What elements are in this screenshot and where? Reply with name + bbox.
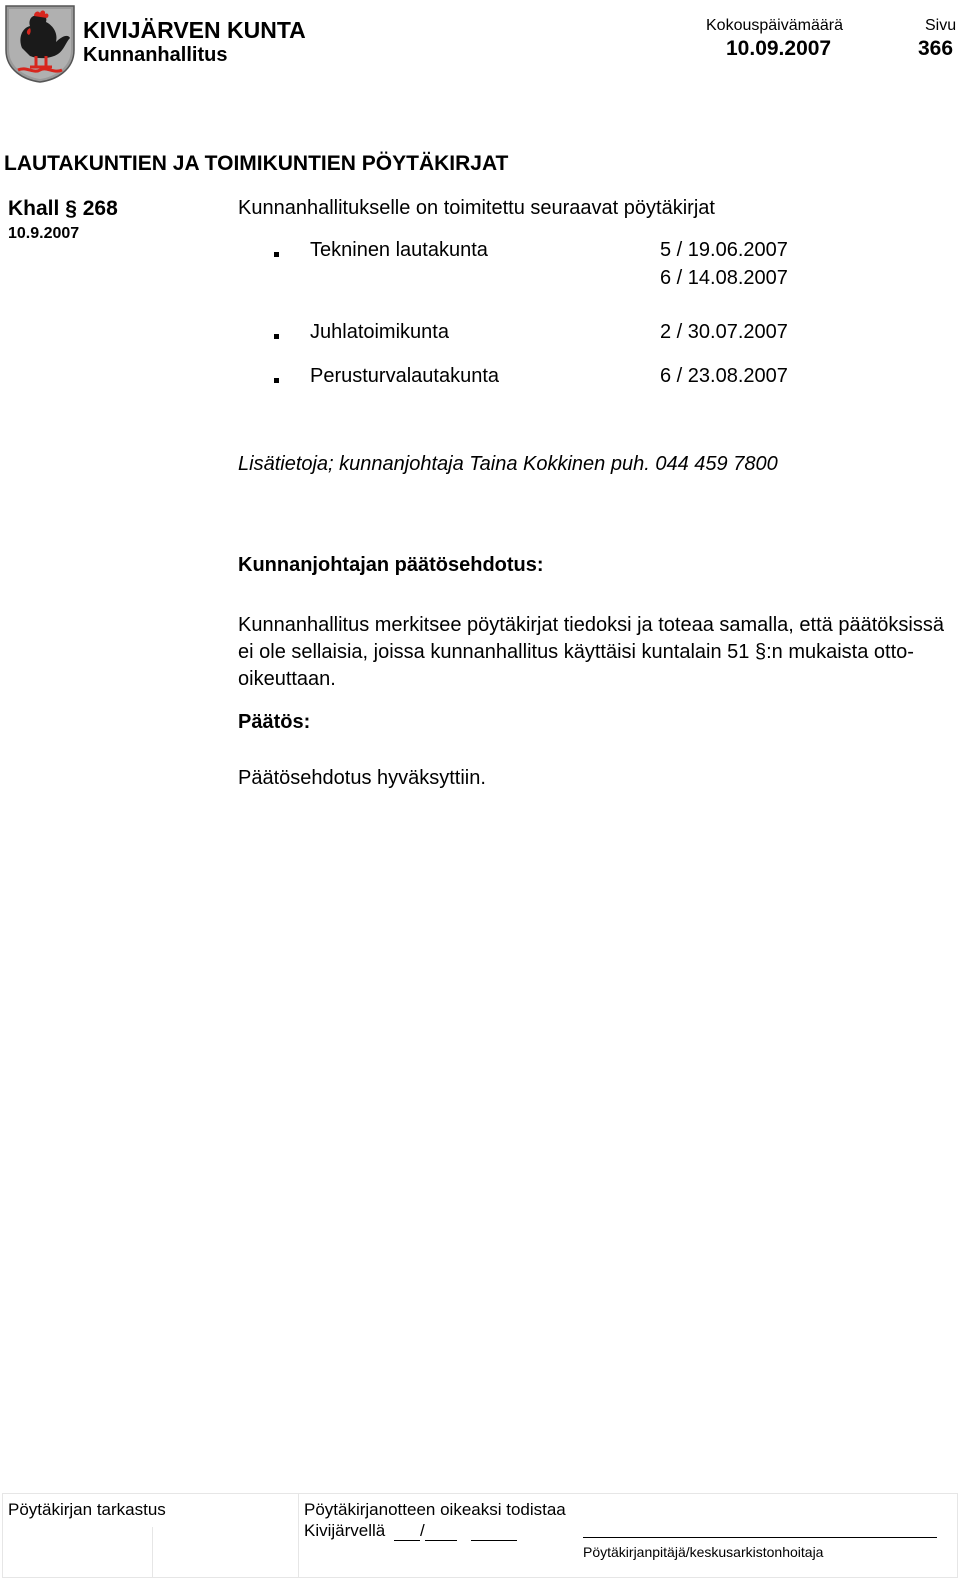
governing-body-name: Kunnanhallitus [83,44,228,66]
date-separator: / [419,1521,425,1540]
bullet-icon [274,378,279,383]
rooster-crest-icon [4,4,76,84]
certify-label: Pöytäkirjanotteen oikeaksi todistaa [304,1500,566,1519]
list-item-ref: 5 / 19.06.2007 [660,239,788,261]
signature-line [583,1537,937,1538]
decision-heading: Päätös: [238,711,311,733]
intro-text: Kunnanhallitukselle on toimitettu seuraavat pöytäkirjat [238,197,715,219]
list-item-ref: 6 / 23.08.2007 [660,365,788,387]
list-item-name: Perusturvalautakunta [310,365,500,387]
list-item-name: Tekninen lautakunta [310,239,488,261]
footer-divider [152,1527,153,1578]
page-number: 366 [918,37,954,60]
khall-label: Khall [8,197,60,220]
proposal-text: Kunnanhallitus merkitsee pöytäkirjat tiedoksi ja toteaa samalla, että päätöksissä ei ole sellaisia, joissa kunnanhallitus käyttäisi kuntalain 51 §:n mukaista otto-oikeuttaan. [238,614,944,690]
paragraph-sign: § [65,197,77,220]
day-blank [394,1524,420,1541]
signer-label: Pöytäkirjanpitäjä/keskusarkistonhoitaja [583,1544,824,1560]
footer-divider [298,1493,299,1578]
year-blank [471,1524,517,1541]
list-item-name: Juhlatoimikunta [310,321,449,343]
bullet-icon [274,334,279,339]
meeting-date-value: 10.09.2007 [726,37,832,60]
khall-reference [8,197,118,221]
place-label: Kivijärvellä [304,1521,386,1540]
khall-number: 268 [82,197,118,220]
month-blank [425,1524,457,1541]
page-label: Sivu [925,17,957,34]
list-item-ref: 2 / 30.07.2007 [660,321,788,343]
proposal-heading: Kunnanjohtajan päätösehdotus: [238,554,544,576]
section-title: LAUTAKUNTIEN JA TOIMIKUNTIEN PÖYTÄKIRJAT [4,152,509,175]
decision-text: Päätösehdotus hyväksyttiin. [238,767,486,789]
municipality-name: KIVIJÄRVEN KUNTA [83,17,306,43]
review-label: Pöytäkirjan tarkastus [8,1500,166,1519]
bullet-icon [274,252,279,257]
khall-date: 10.9.2007 [8,225,80,242]
list-item-ref: 6 / 14.08.2007 [660,267,788,289]
meeting-date-label: Kokouspäivämäärä [706,17,843,34]
contact-info: Lisätietoja; kunnanjohtaja Taina Kokkinen puh. 044 459 7800 [238,453,778,475]
place-date-line [304,1521,517,1541]
